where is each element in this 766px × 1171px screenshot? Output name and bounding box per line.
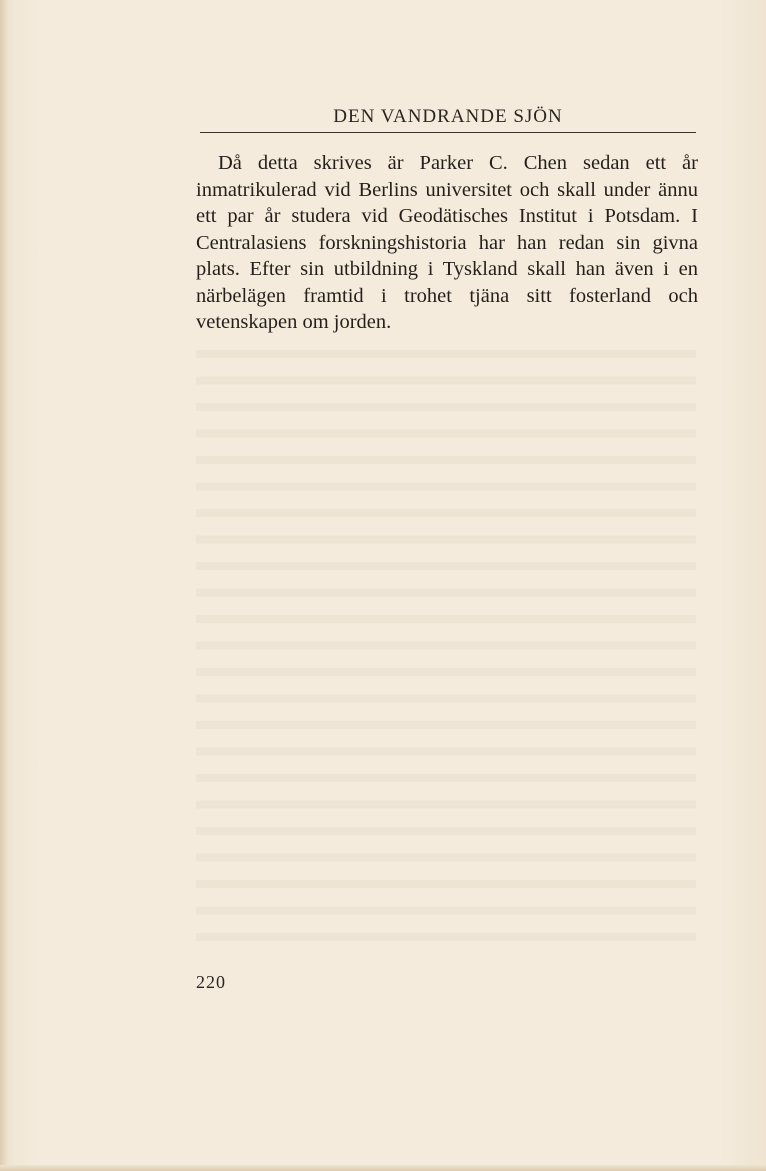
page-bottom-edge — [0, 1165, 766, 1171]
page-number: 220 — [196, 972, 226, 992]
page-gutter-shadow — [0, 0, 8, 1171]
show-through-text — [196, 340, 696, 950]
running-head-rule — [200, 132, 696, 133]
body-paragraph: Då detta skrives är Parker C. Chen sedan ett år inmatrikulerad vid Berlins universitet och skall under ännu ett par år studera vid Geodätisches Institut i Potsdam. I Centralasiens forskningshistoria har han redan sin givna plats. Efter sin utbildning i Tyskland skall han även i en närbelägen framtid i trohet tjäna sitt fosterland och vetenskapen om jorden. — [196, 152, 698, 333]
running-head: DEN VANDRANDE SJÖN — [333, 106, 563, 127]
